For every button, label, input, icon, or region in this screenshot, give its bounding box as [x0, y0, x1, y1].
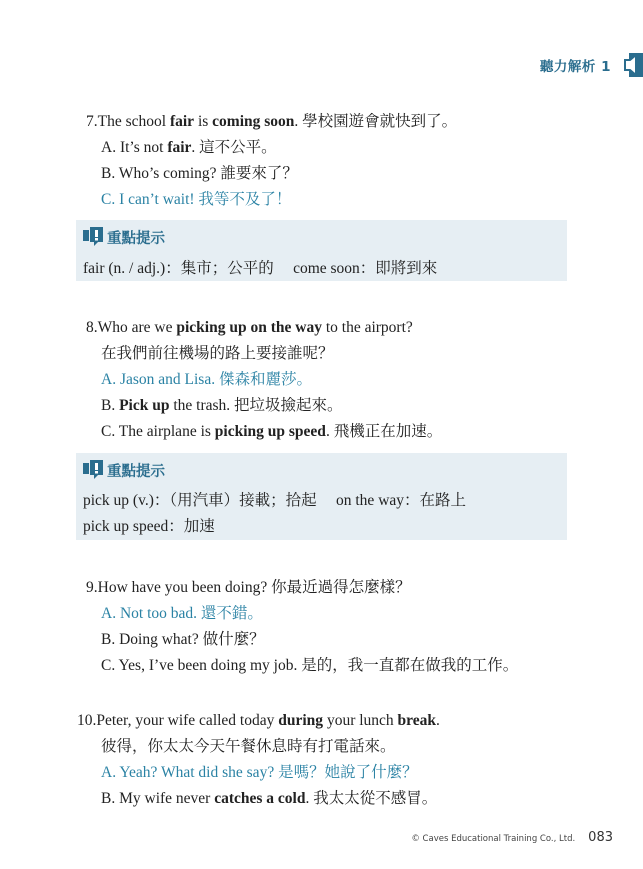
question-text: 8.Who are we picking up on the way to the airport? — [86, 319, 413, 336]
option-c-correct: C. I can’t wait! 我等不及了！ — [101, 191, 292, 208]
tip-line: pick up (v.)：（用汽車）接載；拾起 on the way：在路上 — [83, 492, 467, 509]
option-a-correct: A. Jason and Lisa. 傑森和麗莎。 — [101, 371, 312, 388]
option-b: B. Doing what? 做什麼？ — [101, 631, 265, 648]
copyright-text: © Caves Educational Training Co., Ltd. — [411, 834, 576, 844]
option-b: B. Who’s coming? 誰要來了？ — [101, 165, 298, 182]
section-title: 聽力解析 1 — [539, 59, 611, 75]
tip-title: 重點提示 — [107, 463, 165, 480]
exclamation-icon — [83, 227, 103, 247]
option-c: C. Yes, I’ve been doing my job. 是的，我一直都在做我的工作。 — [101, 657, 519, 674]
page-number: 083 — [588, 830, 613, 845]
tip-line: pick up speed：加速 — [83, 518, 215, 535]
option-b: B. Pick up the trash. 把垃圾撿起來。 — [101, 397, 343, 414]
option-c: C. The airplane is picking up speed. 飛機正在加速。 — [101, 423, 443, 440]
exclamation-icon — [83, 460, 103, 480]
tip-box — [76, 220, 567, 281]
speaker-icon — [621, 53, 643, 77]
option-b: B. My wife never catches a cold. 我太太從不感冒。 — [101, 790, 438, 807]
option-a-correct: A. Yeah? What did she say? 是嗎？她說了什麼？ — [101, 764, 418, 781]
tip-title: 重點提示 — [107, 230, 165, 247]
question-text: 10.Peter, your wife called today during your lunch break. — [77, 712, 440, 729]
page-footer — [411, 830, 613, 845]
tip-line: fair (n. / adj.)：集市；公平的 come soon：即將到來 — [83, 260, 438, 277]
question-translation: 彼得，你太太今天午餐休息時有打電話來。 — [101, 738, 396, 755]
tip-box — [76, 453, 567, 540]
question-text: 9.How have you been doing? 你最近過得怎麼樣？ — [86, 579, 411, 596]
option-a-correct: A. Not too bad. 還不錯。 — [101, 605, 263, 622]
page-header — [540, 51, 643, 79]
question-text: 7.The school fair is coming soon. 學校園遊會就快到了。 — [86, 113, 458, 130]
question-translation: 在我們前往機場的路上要接誰呢？ — [101, 345, 334, 362]
option-a: A. It’s not fair. 這不公平。 — [101, 139, 277, 156]
